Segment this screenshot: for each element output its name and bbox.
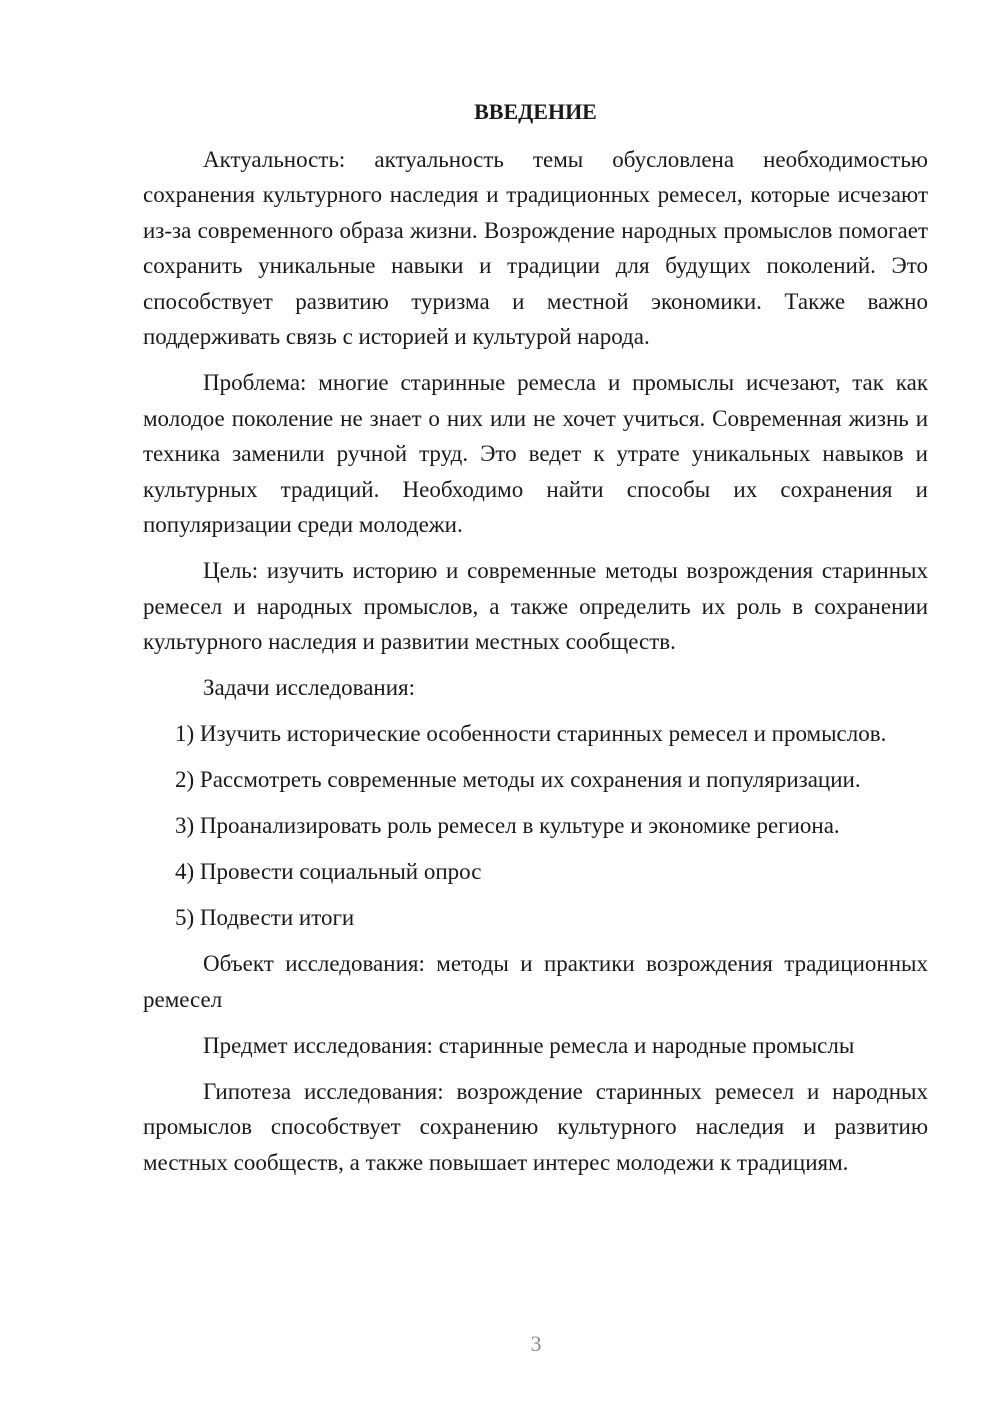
task-item-4: 4) Провести социальный опрос	[175, 859, 482, 884]
task-item-2: 2) Рассмотреть современные методы их сохранения и популяризации.	[175, 767, 861, 792]
tasks-heading: Задачи исследования:	[203, 675, 416, 700]
paragraph-subject: Предмет исследования: старинные ремесла и народные промыслы	[203, 1032, 855, 1058]
paragraph-hypothesis: Гипотеза исследования: возрождение старинных ремесел и народных промыслов способствует сохранению культурного наследия и развитию местных сообществ, а также повышает интерес молодежи к традициям.	[143, 1078, 928, 1175]
section-title: ВВЕДЕНИЕ	[474, 99, 597, 124]
paragraph-problem: Проблема: многие старинные ремесла и промыслы исчезают, так как молодое поколение не знает о них или не хочет учиться. Современная жизнь и техника заменили ручной труд. Это ведет к утрате уникальных навыков и культурных традиций. Необходимо найти способы их сохранения и популяризации среди молодежи.	[143, 370, 928, 537]
paragraph-object: Объект исследования: методы и практики возрождения традиционных ремесел	[143, 951, 928, 1012]
paragraph-goal: Цель: изучить историю и современные методы возрождения старинных ремесел и народных промыслов, а также определить их роль в сохранении культурного наследия и развитии местных сообществ.	[143, 558, 928, 654]
paragraph-relevance: Актуальность: актуальность темы обусловлена необходимостью сохранения культурного наследия и традиционных ремесел, которые исчезают из-за современного образа жизни. Возрождение народных промыслов помогает сохранить уникальные навыки и традиции для будущих поколений. Это способствует развитию туризма и местной экономики. Также важно поддерживать связь с историей и культурой народа.	[143, 146, 928, 349]
task-item-5: 5) Подвести итоги	[175, 905, 355, 930]
task-item-3: 3) Проанализировать роль ремесел в культуре и экономике региона.	[175, 813, 840, 838]
page-number: 3	[530, 1331, 542, 1356]
page-body	[143, 94, 928, 1191]
task-item-1: 1) Изучить исторические особенности старинных ремесел и промыслов.	[175, 721, 887, 746]
